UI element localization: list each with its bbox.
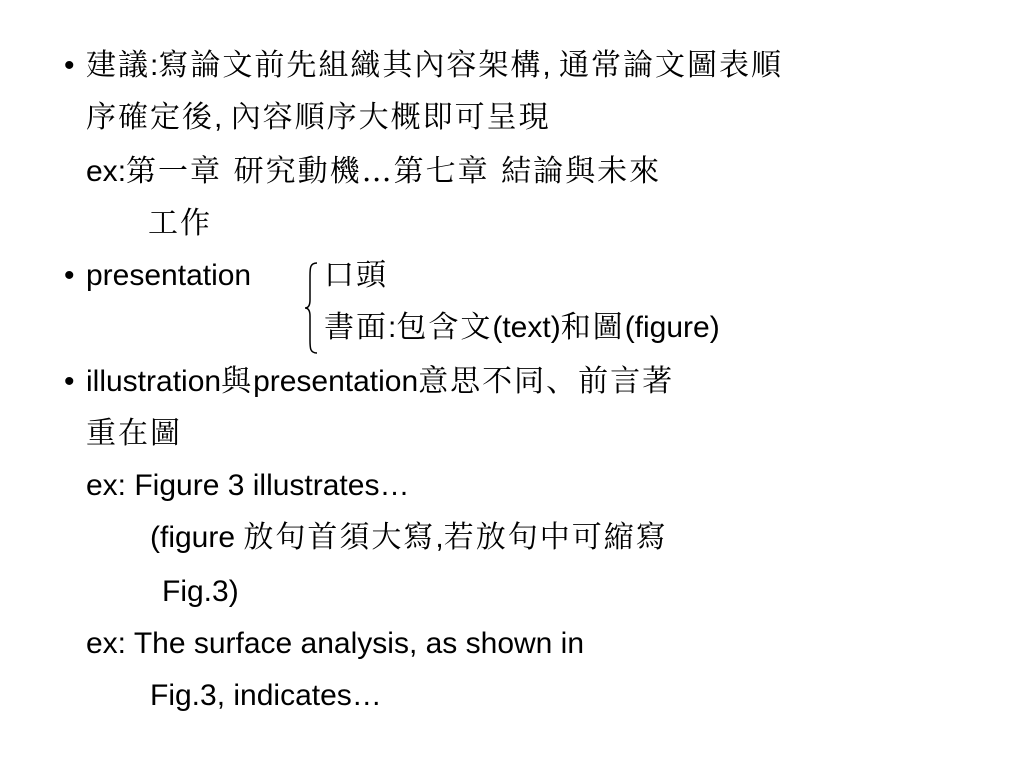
- bullet-3-description: 意思不同、前言著: [418, 364, 675, 399]
- example-2-line-2: [150, 676, 382, 716]
- bullet-1-text-2: 通常論文圖表順: [559, 48, 784, 83]
- bullet-marker: •: [64, 49, 75, 82]
- bullet-1-line-2: [86, 98, 551, 138]
- figure-note: [150, 518, 668, 558]
- bullet-1-prefix: 建議: [86, 48, 150, 83]
- bullet-1-example-cont: [148, 204, 212, 244]
- bullet-3-line-1: [64, 362, 674, 402]
- example-label: ex: [86, 155, 118, 188]
- example-1-text: ex: Figure 3 illustrates…: [86, 469, 410, 502]
- example-chapters: 第一章 研究動機…第七章 結論與未來: [126, 154, 662, 189]
- conjunction: 與: [221, 364, 254, 399]
- bullet-1-line-2-comma: ,: [214, 101, 223, 134]
- presentation-written: [324, 308, 720, 348]
- bullet-3-description-cont: 重在圖: [86, 416, 182, 451]
- brace-icon: [304, 262, 318, 354]
- written-text-en: (text): [492, 311, 561, 344]
- written-label: 書面: [324, 310, 388, 345]
- oral-label: 口頭: [324, 258, 388, 293]
- written-figure-en: (figure): [624, 311, 720, 344]
- figure-note-end: [162, 572, 239, 612]
- example-2-text-2: Fig.3, indicates…: [150, 679, 382, 712]
- presentation-term: presentation: [86, 259, 252, 292]
- bullet-1-colon: :: [150, 49, 159, 82]
- bullet-2-line-1: [64, 256, 251, 296]
- illustration-term: illustration: [86, 365, 222, 398]
- bullet-1-line-1: [64, 46, 783, 86]
- bullet-1-example: [86, 152, 661, 192]
- bullet-1-comma: ,: [542, 49, 551, 82]
- presentation-oral: [324, 256, 388, 296]
- bullet-marker: •: [64, 365, 75, 398]
- bullet-3-line-2: [86, 414, 182, 454]
- figure-note-comma: ,: [435, 521, 444, 554]
- presentation-term-2: presentation: [253, 365, 419, 398]
- bullet-1-text-1: 寫論文前先組織其內容架構: [158, 48, 543, 83]
- example-2-line-1: [86, 624, 584, 664]
- bullet-1-line-2a: 序確定後: [86, 100, 214, 135]
- example-chapters-cont: 工作: [148, 206, 212, 241]
- written-text-cjk: 包含文: [396, 310, 493, 345]
- example-1: [86, 466, 409, 506]
- example-2-text-1: ex: The surface analysis, as shown in: [86, 627, 585, 660]
- bullet-marker: •: [64, 259, 75, 292]
- example-colon: :: [117, 155, 127, 188]
- bullet-1-line-2b: 內容順序大概即可呈現: [230, 100, 551, 135]
- written-colon: :: [388, 311, 397, 344]
- figure-note-open: (figure: [150, 521, 244, 554]
- figure-note-end-text: Fig.3): [162, 575, 239, 608]
- figure-note-cjk: 放句首須大寫: [243, 520, 436, 555]
- figure-note-cjk-2: 若放句中可縮寫: [443, 520, 668, 555]
- written-text-cjk-2: 和圖: [560, 310, 625, 345]
